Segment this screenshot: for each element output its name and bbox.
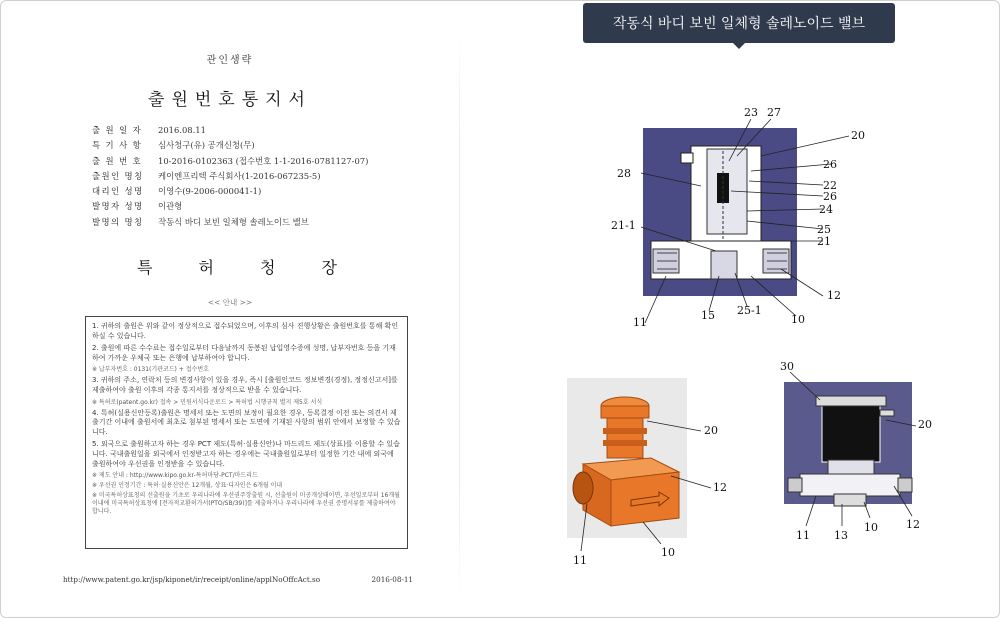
notice-box — [85, 316, 408, 549]
footer-url: http://www.patent.go.kr/jsp/kiponet/ir/receipt/online/applNoOffcAct.so — [63, 575, 321, 584]
cap-side — [601, 406, 649, 418]
info-value: 2016.08.11 — [158, 125, 206, 135]
info-value: 작동식 바디 보빈 일체형 솔레노이드 밸브 — [158, 216, 309, 227]
base-body — [800, 474, 900, 496]
info-row — [92, 123, 432, 138]
document-footer — [63, 575, 413, 584]
info-label: 출원인 명칭 — [92, 170, 144, 181]
info-value: 이영수(9-2006-000041-1) — [158, 186, 262, 197]
cross-section-drawing — [601, 101, 881, 326]
info-row — [92, 138, 432, 153]
notice-note: ※ 우선권 인정기간 : 특허·실용신안은 12개월, 상표·디자인은 6개월 이내 — [92, 482, 283, 490]
info-label: 출 원 일 자 — [92, 125, 143, 135]
part-label: 10 — [864, 521, 878, 534]
part-label: 11 — [573, 554, 587, 567]
section-title-char: 허 — [198, 258, 214, 277]
info-row — [92, 215, 432, 230]
section-title-char: 특 — [137, 258, 153, 277]
notice-item: 2. 출원에 따른 수수료는 접수일로부터 다음날까지 동봉된 납입영수증에 성명, 납부자번호 등을 기재하여 가까운 우체국 또는 은행에 납부하여야 합니다. — [92, 344, 396, 362]
terminal — [880, 410, 894, 416]
part-label: 30 — [780, 360, 794, 373]
bottom-port — [834, 494, 866, 506]
part-label: 22 — [823, 179, 837, 192]
side-view-drawing — [776, 356, 956, 551]
patent-notice-document — [1, 1, 459, 618]
info-row — [92, 184, 432, 199]
info-label: 특 기 사 항 — [92, 140, 143, 151]
part-label: 27 — [767, 106, 781, 119]
notice-item: 3. 귀하의 주소, 연락처 등의 변경사항이 있을 경우, 즉시 [출원인코드 정보변경(경정), 정정신고서]를 제출하여야 출원 이후의 각종 통지서를 정상적으로 받을 수 있습니다. — [92, 376, 398, 394]
info-label: 발명자 성명 — [92, 201, 144, 212]
part-label: 26 — [823, 158, 837, 171]
neck — [828, 460, 874, 474]
body-front — [611, 472, 679, 526]
part-label: 10 — [791, 313, 805, 326]
info-row — [92, 154, 432, 169]
document-title: 출원번호통지서 — [148, 90, 312, 110]
info-value: 케이엔프리텍 주식회사(1-2016-067235-5) — [158, 170, 321, 181]
part-label: 21-1 — [611, 219, 636, 232]
part-label: 12 — [827, 289, 841, 302]
stem-ring — [603, 428, 647, 434]
port-opening — [573, 472, 593, 504]
render-drawing — [561, 376, 741, 571]
part-label: 28 — [617, 167, 631, 180]
part-label: 13 — [834, 529, 848, 542]
part-label: 10 — [661, 546, 675, 559]
connector-tab — [681, 153, 693, 163]
part-label: 12 — [713, 481, 727, 494]
part-label: 21 — [817, 235, 831, 248]
part-label: 12 — [906, 518, 920, 531]
page-divider — [459, 29, 460, 599]
part-label: 25 — [817, 223, 831, 236]
section-title — [137, 255, 337, 278]
notice-note: ※ 납부자번호 : 0131(기관코드) + 접수번호 — [92, 366, 209, 374]
title-tooltip: 작동식 바디 보빈 일체형 솔레노이드 밸브 — [583, 3, 895, 43]
cross-section-figure — [601, 101, 881, 326]
tooltip-arrow — [733, 43, 745, 49]
part-label: 11 — [633, 316, 647, 326]
part-label: 26 — [823, 190, 837, 203]
side-port — [898, 478, 912, 492]
top-plate — [816, 396, 886, 406]
notice-note: ※ 제도 안내 : http://www.kipo.go.kr-특허마당-PCT/마드리드 — [92, 472, 258, 480]
notice-note: ※ 미국특허상표청의 선출원을 기초로 우리나라에 우선권주장출원 시, 선출원이 미공개상태이면, 우선일로부터 16개월 이내에 미국특허상표청에 [전자적교환허가서(PTO/SB/39)]를 제출하거나 우리나라에 우선권 증명서류를 제출하여야 합니다. — [92, 492, 400, 516]
part-label: 24 — [819, 203, 833, 216]
stem-ring — [603, 440, 647, 446]
part-label: 23 — [744, 106, 758, 119]
info-value: 10-2016-0102363 (접수번호 1-1-2016-0781127-07) — [158, 155, 369, 166]
render-figure — [561, 376, 741, 571]
guide-heading: << 안내 >> — [207, 298, 253, 307]
info-label: 출 원 번 호 — [92, 155, 143, 166]
side-view-figure — [776, 356, 956, 551]
notice-item: 5. 외국으로 출원하고자 하는 경우 PCT 제도(특허·실용신안)나 마드리드 제도(상표)를 이용할 수 있습니다. 국내출원일을 외국에서 인정받고자 하는 경우에는 국내출원일로부터 일정한 기간 내에 외국에 출원하여야 우선권을 인정받을 수 있습니다. — [92, 440, 400, 468]
footer-date: 2016-08-11 — [371, 575, 413, 584]
part-label: 11 — [796, 529, 810, 542]
section-title-char: 청 — [260, 258, 276, 277]
info-value: 심사청구(유) 공개신청(무) — [158, 140, 255, 151]
part-label: 25-1 — [737, 304, 762, 317]
part-label: 20 — [851, 129, 865, 142]
coil-block — [822, 402, 880, 462]
stem — [607, 418, 643, 458]
part-label: 15 — [701, 309, 715, 322]
info-label: 발명의 명칭 — [92, 216, 144, 227]
info-label: 대리인 성명 — [92, 186, 144, 197]
section-title-char: 장 — [321, 258, 337, 277]
info-row — [92, 169, 432, 184]
notice-item: 4. 특허(실용신안등록)출원은 명세서 또는 도면의 보정이 필요한 경우, 등록결정 이전 또는 의견서 제출기간 이내에 출원서에 최초로 첨부된 명세서 또는 도면에 기재된 사항의 범위 안에서 보정할 수 있습니다. — [92, 408, 401, 436]
part-label: 20 — [704, 424, 718, 437]
seat — [711, 251, 737, 279]
part-label: 20 — [918, 418, 932, 431]
info-row — [92, 199, 432, 214]
notice-note: ※ 특허로(patent.go.kr) 접속 > 민원서식다운로드 > 특허법 시행규칙 별지 제5호 서식 — [92, 398, 323, 406]
application-info — [92, 123, 432, 230]
side-port — [788, 478, 802, 492]
info-value: 이관형 — [158, 201, 183, 212]
notice-item: 1. 귀하의 출원은 위와 같이 정상적으로 접수되었으며, 이후의 심사 진행상황은 출원번호를 통해 확인하실 수 있습니다. — [92, 322, 399, 340]
document-header: 관인생략 — [206, 55, 254, 66]
